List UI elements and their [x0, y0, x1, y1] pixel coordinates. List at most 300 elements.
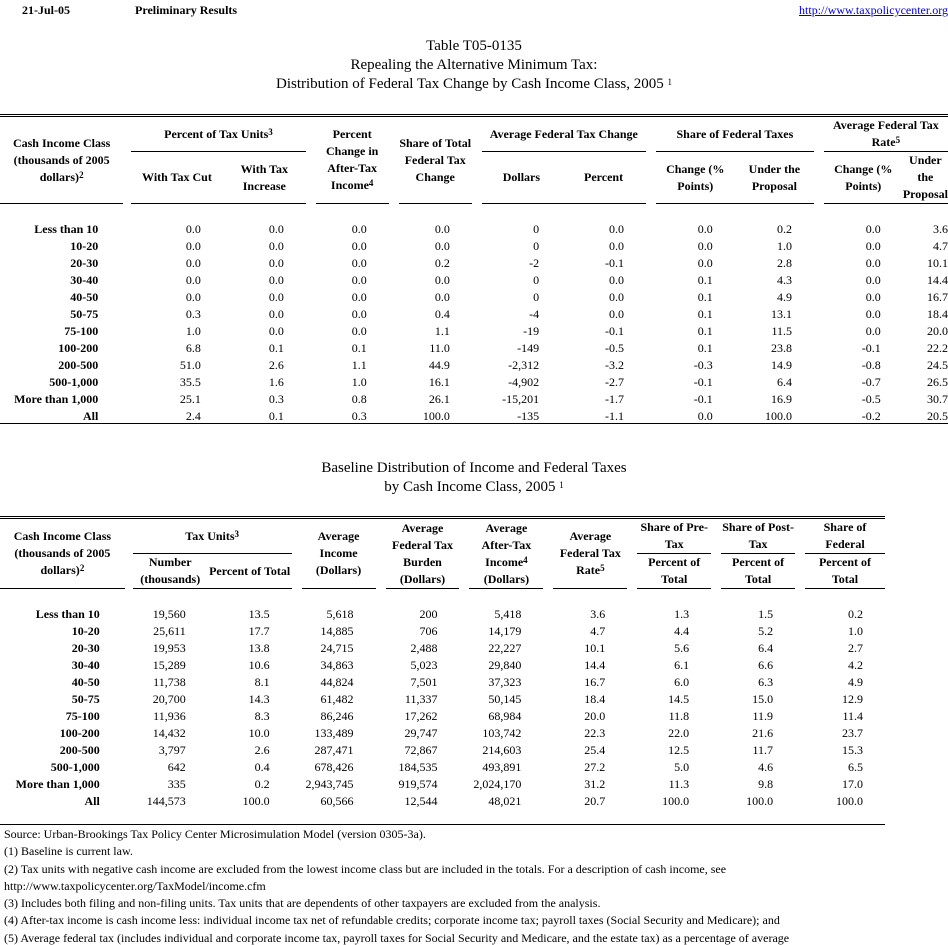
cell-value: 1.0 [351, 375, 367, 389]
col-with-tax-cut: With Tax Cut [131, 152, 223, 204]
cell-value: 0.0 [865, 256, 881, 270]
cell-value: -15,201 [502, 392, 540, 406]
table-row [0, 323, 948, 340]
col-group-share-post-tax: Share of Post-Tax [721, 518, 795, 554]
col-group-pct-tax-units: Percent of Tax Units$^3$ [131, 116, 306, 152]
cell-value: 16.1 [428, 375, 450, 389]
cell-value: 0.1 [697, 290, 713, 304]
cell-value: 0.0 [268, 324, 284, 338]
cell-value: 17.7 [248, 624, 270, 638]
cell-value: -0.8 [861, 358, 881, 372]
cell-value: 2,024,170 [473, 777, 522, 791]
cell-value: 13.8 [248, 641, 270, 655]
cell-value: 10.0 [248, 726, 270, 740]
row-label: 100-200 [58, 341, 99, 355]
cell-value: 0.0 [434, 222, 450, 236]
cell-value: 0.0 [268, 222, 284, 236]
cell-value: 1.6 [268, 375, 284, 389]
cell-value: 6.6 [758, 658, 774, 672]
cell-value: 16.9 [771, 392, 792, 406]
table-row [0, 340, 948, 357]
cell-value: 2.4 [185, 409, 201, 423]
col-post-tax-pct: Percent of Total [721, 554, 795, 589]
tax-change-table [0, 114, 948, 425]
cell-value: 0.1 [697, 307, 713, 321]
col-income-class: Cash Income Class (thousands of 2005 dollars)$^2$ [0, 116, 123, 204]
cell-value: 706 [419, 624, 438, 638]
cell-value: 5.0 [674, 760, 690, 774]
cell-value: 86,246 [320, 709, 354, 723]
cell-value: 0.3 [351, 409, 367, 423]
cell-value: 4.3 [777, 273, 792, 287]
cell-value: -0.1 [605, 256, 624, 270]
table-row [0, 606, 885, 623]
cell-value: 14.4 [584, 658, 606, 672]
col-income-class: Cash Income Class (thousands of 2005 dollars)$^2$ [0, 518, 125, 589]
col-number: Number (thousands) [133, 554, 208, 589]
footnote: (1) Baseline is current law. [4, 844, 133, 859]
cell-value: -3.2 [605, 358, 624, 372]
cell-value: 11.3 [668, 777, 690, 791]
footnote: http://www.taxpolicycenter.org/TaxModel/income.cfm [4, 878, 266, 893]
cell-value: 287,471 [314, 743, 354, 757]
cell-value: 8.1 [254, 675, 270, 689]
cell-value: 678,426 [314, 760, 354, 774]
cell-value: 11.0 [429, 341, 450, 355]
table1-title [0, 37, 948, 94]
row-label: 10-20 [71, 624, 100, 638]
cell-value: 37,323 [488, 675, 522, 689]
baseline-distribution-table [0, 516, 885, 810]
cell-value: 16.7 [584, 675, 606, 689]
row-label: 30-40 [70, 273, 99, 287]
cell-value: 0.0 [865, 324, 881, 338]
cell-value: 11.7 [752, 743, 774, 757]
notes-divider [0, 824, 885, 825]
cell-value: 144,573 [146, 794, 186, 808]
cell-value: 19,953 [152, 641, 186, 655]
cell-value: 0.1 [268, 341, 284, 355]
cell-value: 25.1 [179, 392, 201, 406]
cell-value: 0.0 [351, 239, 367, 253]
table2-title [0, 459, 948, 497]
cell-value: 10.1 [584, 641, 606, 655]
cell-value: 1.1 [351, 358, 367, 372]
cell-value: 0.2 [848, 607, 863, 621]
cell-value: 0.0 [865, 307, 881, 321]
cell-value: 0.2 [434, 256, 450, 270]
cell-value: 0.1 [268, 409, 284, 423]
row-label: 75-100 [65, 709, 100, 723]
cell-value: -19 [523, 324, 540, 338]
cell-value: 15.0 [752, 692, 774, 706]
table-row [0, 391, 948, 408]
cell-value: 0.0 [351, 307, 367, 321]
cell-value: -0.5 [861, 392, 881, 406]
cell-value: 34,863 [320, 658, 354, 672]
col-avg-after-tax-income: Average After-Tax Income$^4$ (Dollars) [469, 518, 543, 589]
cell-value: 2,488 [410, 641, 438, 655]
cell-value: 4.7 [933, 239, 948, 253]
cell-value: 29,840 [488, 658, 522, 672]
col-share-total-change: Share of Total Federal Tax Change [399, 116, 472, 204]
col-rate-change-pct-points: Change (% Points) [824, 152, 903, 204]
table-row [0, 374, 948, 391]
cell-value: 0.0 [865, 222, 881, 236]
cell-value: 23.8 [771, 341, 792, 355]
cell-value: 0.0 [697, 222, 713, 236]
cell-value: 0.0 [609, 222, 624, 236]
cell-value: 17.0 [842, 777, 863, 791]
cell-value: 68,984 [488, 709, 522, 723]
cell-value: 0.0 [434, 290, 450, 304]
cell-value: 3.6 [590, 607, 606, 621]
table-row [0, 691, 885, 708]
cell-value: 17,262 [404, 709, 438, 723]
cell-value: 11,936 [153, 709, 186, 723]
cell-value: 14.3 [248, 692, 270, 706]
cell-value: 13.1 [771, 307, 792, 321]
table-row [0, 272, 948, 289]
cell-value: 0.1 [697, 273, 713, 287]
cell-value: 6.5 [848, 760, 863, 774]
cell-value: 27.2 [584, 760, 606, 774]
cell-value: 72,867 [404, 743, 438, 757]
col-group-avg-fed-tax-change: Average Federal Tax Change [482, 116, 646, 152]
cell-value: 4.6 [758, 760, 774, 774]
cell-value: 0.0 [609, 307, 624, 321]
cell-value: 2.7 [848, 641, 863, 655]
cell-value: 100.0 [662, 794, 690, 808]
cell-value: 0.1 [351, 341, 367, 355]
cell-value: 0.0 [351, 222, 367, 236]
cell-value: 1.0 [185, 324, 201, 338]
cell-value: 4.9 [777, 290, 792, 304]
cell-value: 12,544 [404, 794, 438, 808]
cell-value: 31.2 [584, 777, 606, 791]
row-label: 30-40 [71, 658, 100, 672]
table-row [0, 238, 948, 255]
cell-value: 100.0 [242, 794, 270, 808]
table-row [0, 708, 885, 725]
table-row [0, 742, 885, 759]
cell-value: 4.2 [848, 658, 863, 672]
cell-value: 15.3 [842, 743, 863, 757]
cell-value: 0.0 [351, 290, 367, 304]
table-row [0, 306, 948, 323]
cell-value: -2.7 [605, 375, 624, 389]
cell-value: 7,501 [410, 675, 438, 689]
cell-value: 0.0 [351, 273, 367, 287]
cell-value: -149 [517, 341, 540, 355]
cell-value: 50,145 [488, 692, 522, 706]
row-label: Less than 10 [35, 607, 100, 621]
cell-value: 11.4 [842, 709, 863, 723]
cell-value: 0.0 [697, 256, 713, 270]
table-row [0, 221, 948, 238]
cell-value: 14,179 [488, 624, 522, 638]
cell-value: 0.0 [185, 290, 201, 304]
table-row [0, 725, 885, 742]
col-percent: Percent [561, 152, 646, 204]
cell-value: 133,489 [314, 726, 354, 740]
row-label: 75-100 [64, 324, 99, 338]
col-group-avg-fed-tax-rate: Average Federal Tax Rate$^5$ [824, 116, 948, 152]
row-label: 40-50 [71, 675, 100, 689]
cell-value: 20.7 [584, 794, 606, 808]
footnotes [4, 826, 944, 945]
cell-value: 0.0 [185, 239, 201, 253]
cell-value: 11,337 [404, 692, 438, 706]
cell-value: -0.7 [861, 375, 881, 389]
cell-value: 0.0 [351, 324, 367, 338]
page-header [0, 3, 948, 19]
cell-value: 5.2 [758, 624, 774, 638]
cell-value: 0.2 [254, 777, 270, 791]
footnote: (4) After-tax income is cash income less: individual income tax net of refundable credits; corporate income tax; payroll taxes (Social Security and Medicare); and [4, 913, 780, 928]
cell-value: 1.0 [777, 239, 792, 253]
cell-value: 0.0 [697, 409, 713, 423]
cell-value: 26.5 [927, 375, 948, 389]
row-label: All [82, 409, 99, 423]
cell-value: 6.4 [758, 641, 774, 655]
row-label: 500-1,000 [50, 760, 100, 774]
cell-value: 0.0 [268, 273, 284, 287]
cell-value: 0.3 [268, 392, 284, 406]
cell-value: 214,603 [482, 743, 522, 757]
cell-value: 0 [533, 290, 540, 304]
table-number: Table T05-0135 [426, 38, 522, 54]
table-row [0, 674, 885, 691]
row-label: 10-20 [70, 239, 99, 253]
col-group-share-pre-tax: Share of Pre-Tax [637, 518, 711, 554]
cell-value: 51.0 [179, 358, 201, 372]
cell-value: -4 [529, 307, 540, 321]
row-label: 200-500 [59, 743, 100, 757]
col-percent-of-total: Percent of Total [208, 554, 292, 589]
cell-value: 0.8 [351, 392, 367, 406]
col-pct-change-after-tax: Percent Change in After-Tax Income$^4$ [316, 116, 389, 204]
table2-subtitle: Baseline Distribution of Income and Federal Taxes [321, 460, 627, 476]
footnote: Source: Urban-Brookings Tax Policy Center Microsimulation Model (version 0305-3a). [4, 827, 426, 841]
cell-value: 0.0 [185, 273, 201, 287]
cell-value: 0.3 [185, 307, 201, 321]
cell-value: 100.0 [836, 794, 863, 808]
report-date: 21-Jul-05 [22, 3, 70, 17]
cell-value: 14.9 [771, 358, 792, 372]
cell-value: 4.9 [848, 675, 863, 689]
cell-value: 0.0 [268, 239, 284, 253]
row-label: 100-200 [59, 726, 100, 740]
cell-value: 26.1 [428, 392, 450, 406]
row-label: All [84, 794, 100, 808]
cell-value: 100.0 [422, 409, 450, 423]
cell-value: 25,611 [153, 624, 186, 638]
cell-value: 0.4 [434, 307, 450, 321]
cell-value: 3.6 [933, 222, 948, 236]
cell-value: 0.0 [185, 256, 201, 270]
table-row [0, 357, 948, 374]
cell-value: 12.9 [842, 692, 863, 706]
cell-value: 103,742 [482, 726, 522, 740]
table-row [0, 255, 948, 272]
cell-value: -1.7 [605, 392, 624, 406]
table-subtitle: Repealing the Alternative Minimum Tax: [350, 57, 598, 73]
cell-value: 0.2 [777, 222, 792, 236]
row-label: 50-75 [70, 307, 99, 321]
table-row [0, 623, 885, 640]
cell-value: -0.1 [693, 392, 713, 406]
cell-value: 14.5 [668, 692, 690, 706]
cell-value: 20.0 [584, 709, 606, 723]
cell-value: 14,432 [152, 726, 186, 740]
cell-value: -0.5 [605, 341, 624, 355]
cell-value: 18.4 [584, 692, 606, 706]
site-link[interactable]: http://www.taxpolicycenter.org [799, 3, 948, 17]
cell-value: 19,560 [152, 607, 186, 621]
table-row [0, 640, 885, 657]
cell-value: 184,535 [398, 760, 438, 774]
cell-value: 6.0 [674, 675, 690, 689]
cell-value: 0.0 [434, 273, 450, 287]
cell-value: 6.3 [758, 675, 774, 689]
cell-value: 0.1 [697, 324, 713, 338]
cell-value: 10.6 [248, 658, 270, 672]
cell-value: 48,021 [488, 794, 522, 808]
cell-value: 15,289 [152, 658, 186, 672]
col-rate-under-proposal: Under the Proposal [903, 152, 948, 204]
cell-value: 13.5 [248, 607, 270, 621]
cell-value: 335 [167, 777, 186, 791]
row-label: 200-500 [58, 358, 99, 372]
cell-value: 2.6 [268, 358, 284, 372]
cell-value: -1.1 [605, 409, 624, 423]
cell-value: 3,797 [158, 743, 186, 757]
cell-value: 44.9 [428, 358, 450, 372]
cell-value: -0.1 [861, 341, 881, 355]
row-label: More than 1,000 [14, 392, 99, 406]
cell-value: 0.0 [434, 239, 450, 253]
cell-value: -4,902 [508, 375, 540, 389]
cell-value: 0 [533, 239, 540, 253]
cell-value: 61,482 [320, 692, 354, 706]
cell-value: -2,312 [508, 358, 540, 372]
cell-value: 44,824 [320, 675, 354, 689]
cell-value: 0.0 [268, 290, 284, 304]
cell-value: 1.5 [758, 607, 774, 621]
cell-value: 4.4 [674, 624, 690, 638]
footnote: (2) Tax units with negative cash income are excluded from the lowest income class but are included in the totals. For a description of cash income, see [4, 861, 727, 876]
cell-value: 0.0 [609, 290, 624, 304]
cell-value: 493,891 [482, 760, 522, 774]
cell-value: 20,700 [152, 692, 186, 706]
table-row [0, 759, 885, 776]
cell-value: 100.0 [765, 409, 792, 423]
baseline-rows [0, 606, 885, 810]
table-row [0, 657, 885, 674]
cell-value: 11.8 [668, 709, 690, 723]
cell-value: 11,738 [153, 675, 186, 689]
cell-value: 0.0 [268, 256, 284, 270]
col-avg-income: Average Income (Dollars) [302, 518, 376, 589]
cell-value: 60,566 [320, 794, 354, 808]
cell-value: 24.5 [927, 358, 948, 372]
cell-value: 6.4 [777, 375, 792, 389]
cell-value: 2.6 [254, 743, 270, 757]
row-label: 20-30 [70, 256, 99, 270]
cell-value: 6.1 [674, 658, 690, 672]
row-label: 40-50 [70, 290, 99, 304]
row-label: Less than 10 [34, 222, 99, 236]
cell-value: 22.3 [584, 726, 606, 740]
col-group-share-fed-taxes: Share of Federal Taxes [656, 116, 814, 152]
cell-value: -2 [529, 256, 540, 270]
cell-value: 200 [419, 607, 438, 621]
cell-value: -0.2 [861, 409, 881, 423]
cell-value: 0.4 [254, 760, 270, 774]
cell-value: 20.5 [927, 409, 948, 423]
cell-value: -0.3 [693, 358, 713, 372]
cell-value: 0.0 [865, 290, 881, 304]
cell-value: 2,943,745 [305, 777, 354, 791]
row-label: 50-75 [71, 692, 100, 706]
cell-value: 5.6 [674, 641, 690, 655]
cell-value: 0 [533, 222, 540, 236]
cell-value: 11.5 [771, 324, 792, 338]
cell-value: 14.4 [927, 273, 948, 287]
cell-value: 642 [167, 760, 186, 774]
cell-value: 0.0 [185, 222, 201, 236]
cell-value: 1.1 [434, 324, 450, 338]
cell-value: 30.7 [927, 392, 948, 406]
cell-value: 6.8 [185, 341, 201, 355]
cell-value: 5,618 [326, 607, 354, 621]
cell-value: 9.8 [758, 777, 774, 791]
cell-value: 919,574 [398, 777, 438, 791]
col-under-proposal: Under the Proposal [735, 152, 814, 204]
tax-change-rows [0, 221, 948, 425]
col-avg-fed-tax-burden: Average Federal Tax Burden (Dollars) [386, 518, 460, 589]
cell-value: 0.0 [351, 256, 367, 270]
cell-value: 100.0 [746, 794, 774, 808]
table-row [0, 776, 885, 793]
table2-caption: by Cash Income Class, 2005 $^1$ [384, 479, 564, 495]
col-group-share-federal: Share of Federal [805, 518, 885, 554]
cell-value: 10.1 [927, 256, 948, 270]
cell-value: 0.0 [865, 239, 881, 253]
cell-value: 22.0 [668, 726, 690, 740]
cell-value: 0.1 [697, 341, 713, 355]
cell-value: 0.0 [697, 239, 713, 253]
cell-value: 1.3 [674, 607, 690, 621]
col-group-tax-units: Tax Units$^3$ [133, 518, 292, 554]
cell-value: 20.0 [927, 324, 948, 338]
row-label: More than 1,000 [15, 777, 100, 791]
cell-value: 0 [533, 273, 540, 287]
col-avg-fed-tax-rate: Average Federal Tax Rate$^5$ [553, 518, 627, 589]
cell-value: 0.0 [268, 307, 284, 321]
cell-value: 29,747 [404, 726, 438, 740]
cell-value: 5,418 [494, 607, 522, 621]
row-label: 500-1,000 [49, 375, 99, 389]
cell-value: -0.1 [693, 375, 713, 389]
cell-value: 23.7 [842, 726, 863, 740]
cell-value: 22.2 [927, 341, 948, 355]
cell-value: 24,715 [320, 641, 354, 655]
cell-value: 5,023 [410, 658, 438, 672]
cell-value: 4.7 [590, 624, 606, 638]
col-federal-pct: Percent of Total [805, 554, 885, 589]
